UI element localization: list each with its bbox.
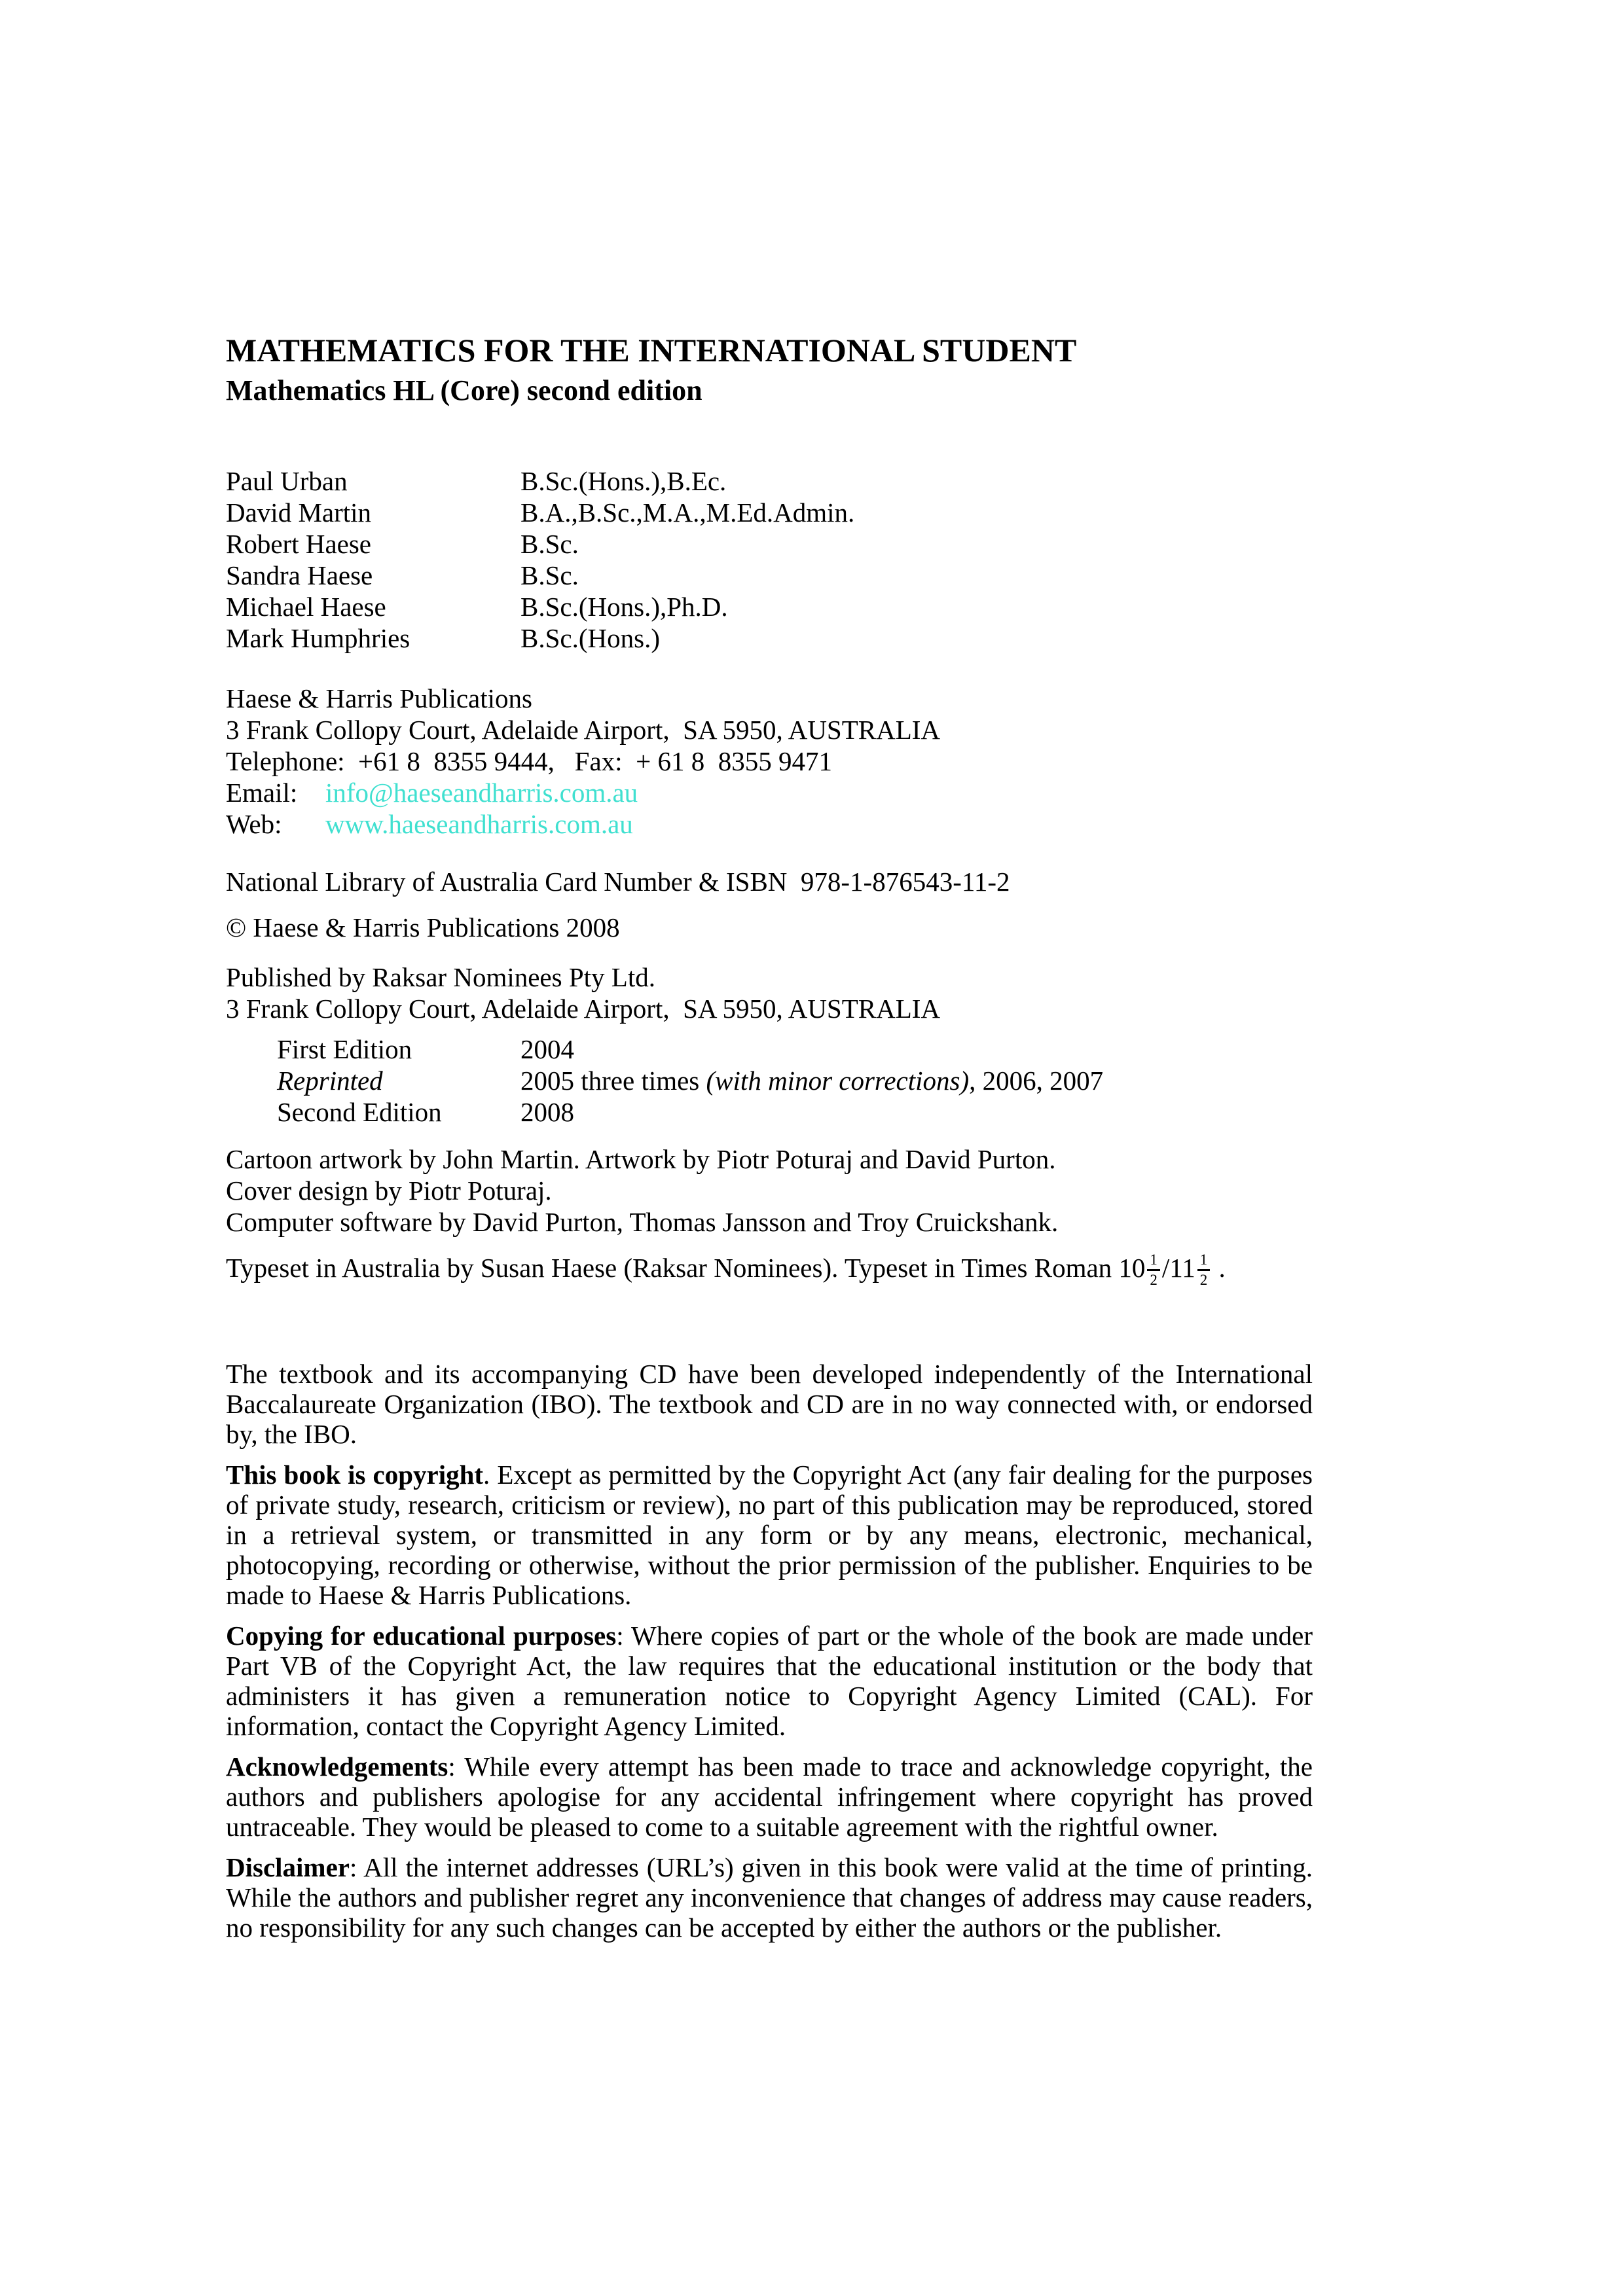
publisher-address: 3 Frank Collopy Court, Adelaide Airport, SA 5950, AUSTRALIA xyxy=(226,715,941,745)
author-row xyxy=(226,528,1313,560)
edition-row xyxy=(277,1065,1313,1096)
publisher-phone-fax: Telephone: +61 8 8355 9444, Fax: + 61 8 8355 9471 xyxy=(226,746,832,776)
typeset-text: Typeset in Australia by Susan Haese (Raksar Nominees). Typeset in Times Roman 10 xyxy=(226,1253,1146,1283)
web-label: Web: xyxy=(226,809,282,839)
author-row xyxy=(226,622,1313,654)
author-name: Paul Urban xyxy=(226,466,348,496)
paragraph-lead: This book is copyright xyxy=(226,1460,484,1490)
author-degrees: B.Sc. xyxy=(520,560,579,590)
author-row xyxy=(226,560,1313,591)
typeset-line xyxy=(226,1252,1313,1288)
edition-value: 2008 xyxy=(520,1097,574,1127)
author-degrees: B.Sc.(Hons.),B.Ec. xyxy=(520,466,727,496)
paragraph-copying-educational xyxy=(226,1621,1313,1741)
paragraph-text: : Where copies of part or the whole of the book are made under Part VB of the Copyright Act, the law requires that the educational institution or the body that administers it has given a remuneration notice to Copyright Agency Limited (CAL). For information, contact the Copyright Agency Limited. xyxy=(226,1621,1313,1742)
paragraph-copyright xyxy=(226,1460,1313,1610)
edition-value-part: , 2006, 2007 xyxy=(969,1066,1104,1096)
author-degrees: B.A.,B.Sc.,M.A.,M.Ed.Admin. xyxy=(520,497,855,528)
author-name: David Martin xyxy=(226,497,372,528)
editions-block xyxy=(226,1033,1313,1128)
paragraph-lead: Acknowledgements xyxy=(226,1751,448,1782)
published-by-block xyxy=(226,961,1313,1024)
author-name: Mark Humphries xyxy=(226,623,410,653)
edition-value-part: 2005 three times xyxy=(520,1066,706,1096)
paragraph-lead: Copying for educational purposes xyxy=(226,1621,617,1651)
author-row xyxy=(226,591,1313,622)
authors-list xyxy=(226,465,1313,654)
author-degrees: B.Sc.(Hons.),Ph.D. xyxy=(520,592,728,622)
paragraph-ibo-disclaimer xyxy=(226,1359,1313,1449)
typeset-text: /11 xyxy=(1161,1253,1195,1283)
book-title: MATHEMATICS FOR THE INTERNATIONAL STUDENT xyxy=(226,332,1077,368)
fraction-one-half: $\frac{1}{2}$ xyxy=(1147,1252,1159,1288)
fraction-one-half: $\frac{1}{2}$ xyxy=(1197,1252,1210,1288)
paragraph-text: : While every attempt has been made to trace and acknowledge copyright, the authors and publishers apologise for any accidental infringement where copyright has proved untraceable. They would be pleased to come to a suitable agreement with the rightful owner. xyxy=(226,1751,1313,1842)
email-row xyxy=(226,777,1313,808)
edition-label: First Edition xyxy=(277,1034,412,1064)
author-degrees: B.Sc. xyxy=(520,529,579,559)
paragraph-text: . Except as permitted by the Copyright Act (any fair dealing for the purposes of private study, research, criticism or review), no part of this publication may be reproduced, stored in a retrieval system, or transmitted in any form or by any means, electronic, mechanical, photocopying, recording or otherwise, without the prior permission of the publisher. Enquiries to be made to Haese & Harris Publications. xyxy=(226,1460,1313,1611)
author-degrees: B.Sc.(Hons.) xyxy=(520,623,660,653)
edition-row xyxy=(277,1033,1313,1065)
credits-cover-line: Cover design by Piotr Poturaj. xyxy=(226,1175,552,1206)
paragraph-lead: Disclaimer xyxy=(226,1852,350,1883)
edition-row xyxy=(277,1096,1313,1128)
copyright-notice: © Haese & Harris Publications 2008 xyxy=(226,912,620,942)
author-row xyxy=(226,465,1313,497)
typeset-text: . xyxy=(1212,1253,1226,1283)
email-label: Email: xyxy=(226,778,298,808)
book-subtitle: Mathematics HL (Core) second edition xyxy=(226,374,702,406)
author-name: Sandra Haese xyxy=(226,560,373,590)
edition-value-italic: (with minor corrections) xyxy=(706,1066,970,1096)
paragraph-text: : All the internet addresses (URL’s) given in this book were valid at the time of printing. While the authors and publisher regret any inconvenience that changes of address may cause readers, no responsibility for any such changes can be accepted by either the authors or the publisher. xyxy=(226,1852,1313,1943)
published-address: 3 Frank Collopy Court, Adelaide Airport, SA 5950, AUSTRALIA xyxy=(226,994,941,1024)
edition-value: 2004 xyxy=(520,1034,574,1064)
isbn-line: National Library of Australia Card Number & ISBN 978-1-876543-11-2 xyxy=(226,867,1010,897)
publisher-block xyxy=(226,683,1313,840)
credits-artwork-line: Cartoon artwork by John Martin. Artwork by Piotr Poturaj and David Purton. xyxy=(226,1144,1056,1174)
paragraph-text: The textbook and its accompanying CD have been developed independently of the International Baccalaureate Organization (IBO). The textbook and CD are in no way connected with, or endorsed by, the IBO. xyxy=(226,1359,1313,1450)
author-name: Michael Haese xyxy=(226,592,386,622)
legal-paragraphs xyxy=(226,1359,1313,1943)
edition-label: Reprinted xyxy=(277,1066,383,1096)
author-name: Robert Haese xyxy=(226,529,371,559)
published-by-line: Published by Raksar Nominees Pty Ltd. xyxy=(226,962,655,992)
edition-label: Second Edition xyxy=(277,1097,442,1127)
email-link[interactable]: info@haeseandharris.com.au xyxy=(325,778,638,808)
web-row xyxy=(226,808,1313,840)
author-row xyxy=(226,497,1313,528)
web-link[interactable]: www.haeseandharris.com.au xyxy=(325,809,633,839)
credits-block xyxy=(226,1143,1313,1238)
paragraph-url-disclaimer xyxy=(226,1852,1313,1943)
imprint-content xyxy=(226,331,1313,1943)
paragraph-acknowledgements xyxy=(226,1751,1313,1842)
credits-software-line: Computer software by David Purton, Thomas Jansson and Troy Cruickshank. xyxy=(226,1207,1059,1237)
edition-value xyxy=(520,1065,1313,1096)
publisher-name: Haese & Harris Publications xyxy=(226,683,532,713)
